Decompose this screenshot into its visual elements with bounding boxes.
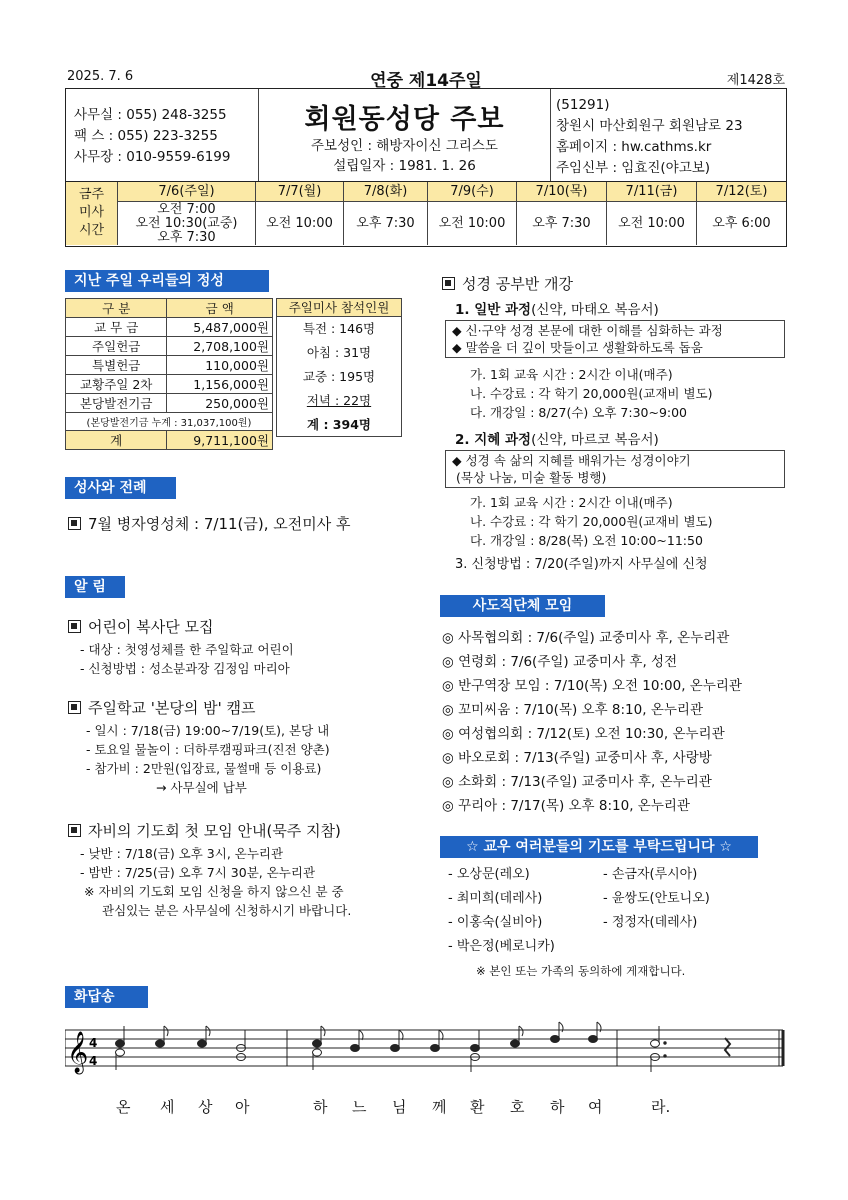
founded-date: 설립일자 : 1981. 1. 26 [333,158,476,174]
treble-clef-icon: 𝄞 [67,1032,89,1073]
list-item: ◎ 꼬미씨움 : 7/10(목) 오후 8:10, 온누리관 [442,702,703,718]
mass-day [428,182,517,245]
notice-line: 관심있는 분은 사무실에 신청하시기 바랍니다. [102,903,352,918]
list-item: - 박은정(베로니카) [448,939,555,954]
postcode: (51291) [556,97,610,113]
liturgical-title: 연중 제14주일 [370,71,482,91]
offering-category: 교황주일 2차 [66,375,167,394]
fax-number: 팩 스 : 055) 223-3255 [74,128,218,144]
attendance-box [276,298,402,437]
table-row [66,394,273,413]
sacraments-text: 7월 병자영성체 : 7/11(금), 오전미사 후 [88,515,351,533]
mass-day-label: 7/11(금) [607,182,696,202]
square-bullet-icon [68,701,81,714]
patron-saint: 주보성인 : 해방자이신 그리스도 [311,138,498,154]
prayer-note: ※ 본인 또는 가족의 동의하에 게재합니다. [476,964,686,978]
mass-day-times: 오후 7:30 [532,215,591,231]
mass-day [118,182,256,245]
square-bullet-icon [68,517,81,530]
course-detail: 가. 1회 교육 시간 : 2시간 이내(매주) [470,495,673,510]
mass-day [697,182,786,245]
mass-day-times: 오전 7:00 오전 10:30(교중) 오후 7:30 [135,201,238,245]
table-row [66,337,273,356]
offering-banner: 지난 주일 우리들의 정성 [65,270,269,292]
list-item: - 최미희(데레사) [448,891,543,906]
top-line [65,66,787,91]
header-box [65,88,787,182]
notice-line: - 참가비 : 2만원(입장료, 물썰매 등 이용료) [86,761,322,776]
notice-banner: 알 림 [65,576,125,598]
table-row [66,375,273,394]
manager-phone: 사무장 : 010-9559-6199 [74,149,231,165]
course-1-box [445,320,785,358]
lyric-syllable: 라. [651,1098,671,1116]
attendance-row: 교중 : 195명 [302,369,376,384]
clubs-list [442,626,787,818]
mass-day-label: 7/10(목) [517,182,606,202]
table-row [66,356,273,375]
issue-number: 제1428호 [726,73,785,88]
prayer-list-left [448,863,555,959]
notice-1 [68,616,408,678]
offering-amount: 2,708,100원 [167,337,273,356]
bulletin-name: 회원동성당 주보 [304,104,505,135]
mass-day-label: 7/6(주일) [118,182,255,202]
notice-line: - 토요일 물놀이 : 더하루캠핑파크(진전 양촌) [86,742,330,757]
lyric-syllable: 호 [510,1098,525,1116]
course-detail: 가. 1회 교육 시간 : 2시간 이내(매주) [470,367,673,382]
bible-study-title [442,273,573,294]
course-detail: 다. 개강일 : 8/28(목) 오전 10:00~11:50 [470,533,703,548]
office-phone: 사무실 : 055) 248-3255 [74,107,227,123]
list-item: - 이홍숙(실비아) [448,915,543,930]
notice-line: - 일시 : 7/18(금) 19:00~7/19(토), 본당 내 [86,723,330,738]
notice-2 [68,697,408,797]
square-bullet-icon [442,277,455,290]
sacraments-item [68,513,350,534]
notice-line: - 신청방법 : 성소분과장 김정임 마리아 [80,661,290,676]
sacraments-banner: 성사와 전례 [65,477,176,499]
notice-line: - 대상 : 첫영성체를 한 주일학교 어린이 [80,642,294,657]
list-item: - 오상문(레오) [448,867,530,882]
lyric-syllable: 아 [235,1098,250,1116]
mass-day-times: 오전 10:00 [438,215,506,231]
attendance-row: 특전 : 146명 [302,321,376,336]
course-1-heading [455,298,659,318]
lyric-syllable: 께 [432,1098,447,1116]
pastor: 주임신부 : 임효진(야고보) [556,160,711,176]
homepage: 홈페이지 : hw.cathms.kr [556,139,712,155]
course-desc: (묵상 나눔, 미술 활동 병행) [456,470,607,485]
lyric-syllable: 상 [198,1098,213,1116]
music-staff [65,1020,785,1075]
list-item: ◎ 반구역장 모임 : 7/10(목) 오전 10:00, 온누리관 [442,678,742,694]
address-info [551,89,786,181]
attendance-title: 주일미사 참석인원 [277,299,401,317]
attendance-row: 아침 : 31명 [306,345,372,360]
mass-day-times: 오전 10:00 [266,215,333,231]
offering-category: 본당발전기금 [66,394,167,413]
notice-body [68,640,408,678]
apply-method: 3. 신청방법 : 7/20(주일)까지 사무실에 신청 [455,557,708,572]
fund-cumulative-note: (본당발전기금 누계 : 31,037,100원) [66,413,273,431]
notice-title-text: 자비의 기도회 첫 모임 안내(묵주 지참) [88,822,341,840]
notice-line: → 사무실에 납부 [156,780,247,795]
bulletin-date: 2025. 7. 6 [67,69,134,84]
course-desc: ◆ 말씀을 더 깊이 맛들이고 생활화하도록 돕움 [452,340,703,355]
offering-total-label: 계 [66,430,167,449]
offering-amount: 5,487,000원 [167,318,273,337]
prayer-banner: ☆ 교우 여러분들의 기도를 부탁드립니다 ☆ [440,836,758,858]
course-2-box [445,450,785,488]
list-item: - 윤쌍도(안토니오) [603,891,710,906]
notice-3 [68,820,413,920]
bible-study-title-text: 성경 공부반 개강 [462,275,573,293]
course-2-heading [455,428,659,448]
mass-day-label: 7/8(화) [344,182,427,202]
notice-title [68,697,408,718]
address: 창원시 마산회원구 회원남로 23 [556,118,743,134]
clubs-banner: 사도직단체 모임 [440,595,605,617]
course-detail: 다. 개강일 : 8/27(수) 오후 7:30~9:00 [470,405,688,420]
offering-total-amount: 9,711,100원 [167,430,273,449]
offering-category: 주일헌금 [66,337,167,356]
offering-amount: 250,000원 [167,394,273,413]
notice-body [68,721,408,797]
bulletin-title-block [259,89,551,181]
notice-line: ※ 자비의 기도회 모임 신청을 하지 않으신 분 중 [84,884,344,899]
course-1-details [470,365,713,422]
offering-amount: 110,000원 [167,356,273,375]
prayer-list-right [603,863,710,935]
course-2-details [470,493,713,550]
lyric-syllable: 하 [550,1098,565,1116]
notice-title-text: 주일학교 '본당의 밤' 캠프 [88,699,256,717]
notice-title [68,616,408,637]
course-detail: 나. 수강료 : 각 학기 20,000원(교재비 별도) [470,386,713,401]
course-desc: ◆ 성경 속 삶의 지혜를 배워가는 성경이야기 [452,453,691,468]
contact-info [66,89,259,181]
offering-table [65,298,273,450]
table-row [66,318,273,337]
mass-day [344,182,428,245]
list-item: ◎ 소화회 : 7/13(주일) 교중미사 후, 온누리관 [442,774,712,790]
square-bullet-icon [68,824,81,837]
offering-col-amount: 금 액 [167,299,273,318]
svg-text:4: 4 [89,1036,98,1050]
notice-body [68,844,413,920]
lyric-syllable: 하 [313,1098,328,1116]
mass-day-label: 7/12(토) [697,182,786,202]
mass-day-times: 오전 10:00 [618,215,685,231]
offering-amount: 1,156,000원 [167,375,273,394]
lyric-syllable: 느 [352,1098,367,1116]
offering-section [65,298,405,448]
notice-line: - 밤반 : 7/25(금) 오후 7시 30분, 온누리관 [80,865,316,880]
mass-day [256,182,344,245]
mass-day-label: 7/7(월) [256,182,343,202]
mass-day-label: 7/9(수) [428,182,516,202]
list-item: ◎ 바오로회 : 7/13(주일) 교중미사 후, 사랑방 [442,750,712,766]
lyric-syllable: 님 [392,1098,407,1116]
attendance-total: 계 : 394명 [307,417,371,432]
offering-category: 교 무 금 [66,318,167,337]
hymn-banner: 화답송 [65,986,148,1008]
course-sub: (신약, 마르코 복음서) [531,432,659,448]
square-bullet-icon [68,620,81,633]
lyric-syllable: 세 [160,1098,175,1116]
notice-title [68,820,413,841]
course-detail: 나. 수강료 : 각 학기 20,000원(교재비 별도) [470,514,713,529]
lyric-syllable: 여 [588,1098,603,1116]
mass-schedule [65,182,787,247]
lyric-syllable: 환 [470,1098,485,1116]
notice-line: - 낮반 : 7/18(금) 오후 3시, 온누리관 [80,846,284,861]
course-sub: (신약, 마태오 복음서) [531,302,659,318]
course-name: 2. 지혜 과정 [455,432,532,448]
list-item: ◎ 사목협의회 : 7/6(주일) 교중미사 후, 온누리관 [442,630,730,646]
svg-text:4: 4 [89,1054,98,1068]
mass-schedule-label: 금주 미사 시간 [66,182,118,245]
list-item: ◎ 연령회 : 7/6(주일) 교중미사 후, 성전 [442,654,678,670]
lyric-syllable: 온 [116,1098,131,1116]
course-desc: ◆ 신·구약 성경 본문에 대한 이해를 심화하는 과정 [452,323,723,338]
mass-day [517,182,607,245]
list-item: - 정정자(데레사) [603,915,698,930]
offering-col-category: 구 분 [66,299,167,318]
list-item: - 손금자(루시아) [603,867,698,882]
mass-day-times: 오후 6:00 [712,215,771,231]
mass-day-times: 오후 7:30 [356,215,415,231]
attendance-row: 저녁 : 22명 [306,393,372,408]
offering-category: 특별헌금 [66,356,167,375]
notice-title-text: 어린이 복사단 모집 [88,618,214,636]
list-item: ◎ 여성협의회 : 7/12(토) 오전 10:30, 온누리관 [442,726,725,742]
list-item: ◎ 꾸리아 : 7/17(목) 오후 8:10, 온누리관 [442,798,690,814]
course-name: 1. 일반 과정 [455,302,532,318]
mass-day [607,182,697,245]
